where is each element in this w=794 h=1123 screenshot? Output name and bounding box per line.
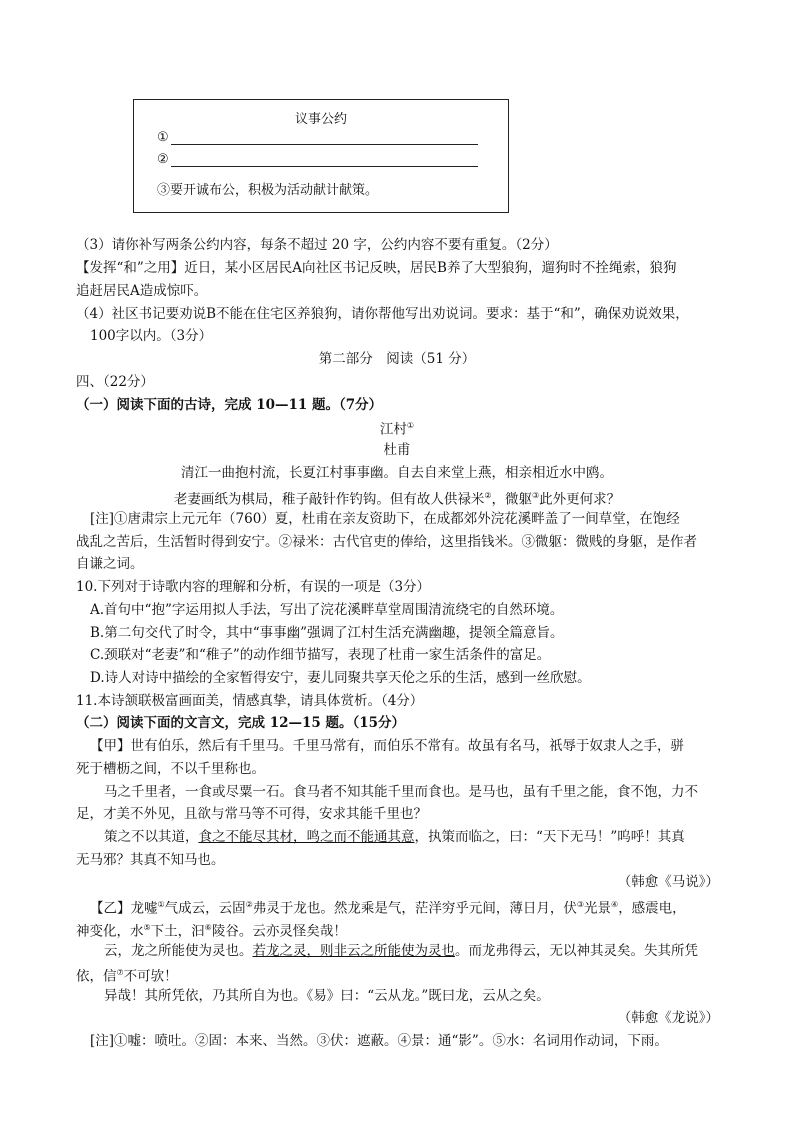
passage-yi-line-4: 依，信⑦不可欤！ [76,968,178,985]
passage-yi-line-3: 云，龙之所能使为灵也。若龙之灵，则非云之所能使为灵也。而龙弗得云，无以神其灵矣。失其所凭 [104,943,698,959]
passage-jia-line-3: 马之千里者，一食或尽粟一石。食马者不知其能千里而食也。是马也，虽有千里之能，食不饱，力不 [104,784,698,800]
passage-yi-line-5: 异哉！其所凭依，乃其所自为也。《易》曰：“云从龙。”既曰龙，云从之矣。 [104,988,550,1004]
poem-line-1: 清江一曲抱村流，长夏江村事事幽。自去自来堂上燕，相亲相近水中鸥。 [181,465,613,481]
subsection-one-heading: （一）阅读下面的古诗，完成 10—11 题。（7分） [76,397,383,413]
question-4-line-2: 100字以内。（3分） [90,328,213,344]
question-10-option-d: D.诗人对诗中描绘的全家暂得安宁，妻儿同聚共享天伦之乐的生活，感到一丝欣慰。 [90,670,591,686]
underlined-sentence-yi: 若龙之灵，则非云之所能使为灵也 [252,943,455,959]
poem-author: 杜甫 [383,442,411,458]
convention-title: 议事公约 [294,112,347,127]
passage-yi-line-2: 神变化，水⑤下土，汩⑥陵谷。云亦灵怪矣哉！ [76,923,347,940]
convention-item-2: ② [157,152,478,167]
passage-jia-line-5: 策之不以其道，食之不能尽其材，鸣之而不能通其意，执策而临之，曰：“天下无马！”呜呼！其真 [104,829,685,845]
poem-line-2: 老妻画纸为棋局，稚子敲针作钓钩。但有故人供禄米②，微躯③此外更何求？ [173,491,621,508]
poem-note-line-3: 自谦之词。 [76,556,144,572]
poem-note-line-2: 战乱之苦后，生活暂时得到安宁。②禄米：古代官吏的俸给，这里指钱米。③微躯：微贱的身躯，是作者 [76,534,697,550]
passage-jia-source: （韩愈《马说》） [617,874,719,890]
passage-jia-line-1: 【甲】世有伯乐，然后有千里马。千里马常有，而伯乐不常有。故虽有名马，祇辱于奴隶人之手，骈 [90,738,684,754]
question-10-option-b: B.第二句交代了时令，其中“事事幽”强调了江村生活充满幽趣，提领全篇意旨。 [90,625,564,641]
question-10-option-c: C.颈联对“老妻”和“稚子”的动作细节描写，表现了杜甫一家生活条件的富足。 [90,647,551,663]
convention-item-1: ① [157,130,478,145]
poem-title: 江村① [379,421,415,438]
blank-line-2[interactable] [171,154,478,167]
passage-yi-source: （韩愈《龙说》） [617,1010,719,1026]
question-3: （3）请你补写两条公约内容，每条不超过 20 字，公约内容不要有重复。（2分） [76,237,558,253]
he-section-line-1: 【发挥“和”之用】近日，某小区居民A向社区书记反映，居民B养了大型狼狗，遛狗时不拴绳索，狼狗 [76,260,677,276]
underlined-sentence-jia: 食之不能尽其材，鸣之而不能通其意 [198,829,415,845]
he-section-line-2: 追赶居民A造成惊吓。 [76,283,208,299]
convention-item-3: ③要开诚布公，积极为活动献计献策。 [157,183,379,198]
convention-box [133,99,509,213]
part-two-heading: 第二部分 阅读（51 分） [318,351,476,367]
poem-note-line-1: [注]①唐肃宗上元元年（760）夏，杜甫在亲友资助下，在成都郊外浣花溪畔盖了一间草堂，在饱经 [90,511,680,527]
subsection-two-heading: （二）阅读下面的文言文，完成 12—15 题。（15分） [76,715,406,731]
section-four-heading: 四、（22分） [76,374,154,390]
passage-yi-line-1: 【乙】龙嘘①气成云，云固②弗灵于龙也。然龙乘是气，茫洋穷乎元间，薄日月，伏③光景④，感震电， [90,900,686,917]
question-11: 11.本诗颔联极富画面美，情感真挚，请具体赏析。（4分） [76,693,424,709]
passage-jia-line-4: 足，才美不外见，且欲与常马等不可得，安求其能千里也？ [76,806,427,822]
question-4-line-1: （4）社区书记要劝说B不能在住宅区养狼狗，请你帮他写出劝说词。要求：基于“和”，确保劝说效果， [76,306,689,322]
passage-jia-line-6: 无马邪？其真不知马也。 [76,852,225,868]
question-10-option-a: A.首句中“抱”字运用拟人手法，写出了浣花溪畔草堂周围清流绕宅的自然环境。 [90,602,564,618]
passage-yi-notes: [注]①嘘：喷吐。②固：本来、当然。③伏：遮蔽。④景：通“影”。⑤水：名词用作动词，下雨。 [90,1033,668,1049]
blank-line-1[interactable] [171,132,478,145]
passage-jia-line-2: 死于槽枥之间，不以千里称也。 [76,761,265,777]
question-10: 10.下列对于诗歌内容的理解和分析，有误的一项是（3分） [76,579,431,595]
